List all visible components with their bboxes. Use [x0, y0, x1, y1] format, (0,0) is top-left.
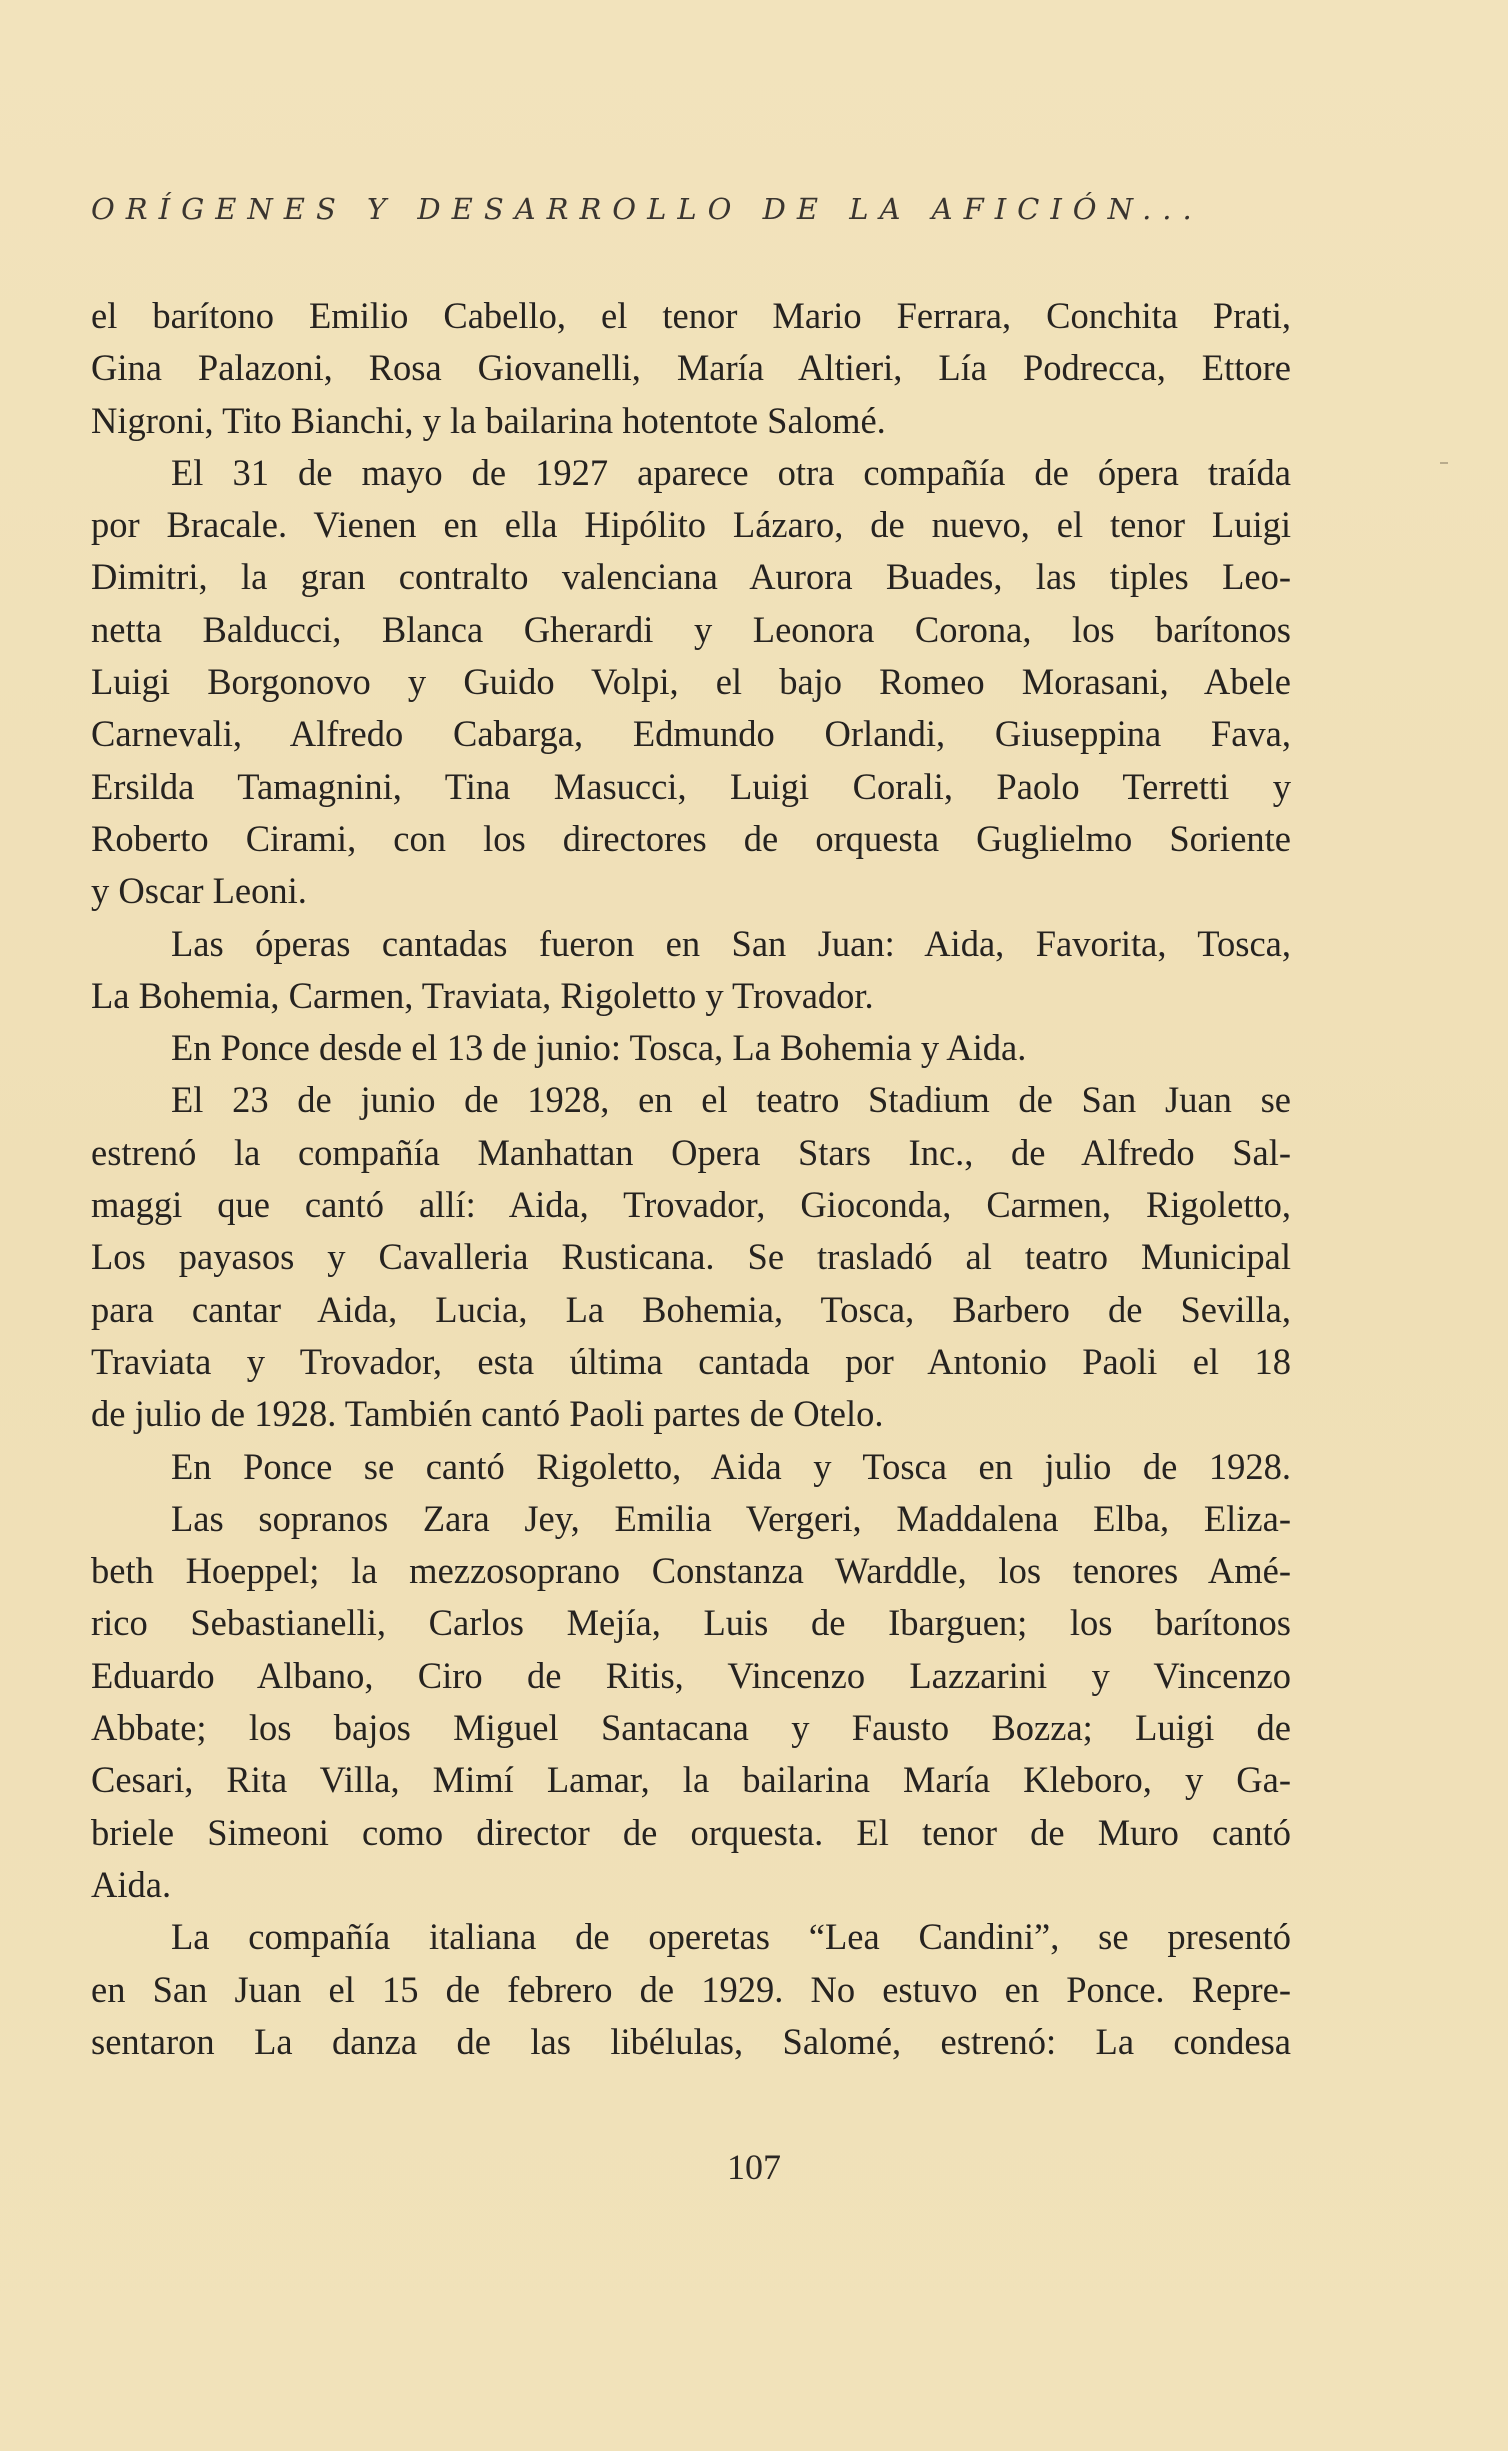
text-line: Nigroni, Tito Bianchi, y la bailarina hotentote Salomé. — [91, 399, 886, 441]
text-line: sentaron La danza de las libélulas, Salomé, estrenó: La condesa — [91, 2020, 1291, 2062]
text-line: Los payasos y Cavalleria Rusticana. Se trasladó al teatro Municipal — [91, 1236, 1291, 1278]
text-line: Aida. — [91, 1863, 172, 1905]
text-line: maggi que cantó allí: Aida, Trovador, Gioconda, Carmen, Rigoletto, — [91, 1184, 1291, 1226]
text-line: para cantar Aida, Lucia, La Bohemia, Tosca, Barbero de Sevilla, — [91, 1288, 1291, 1330]
text-line: El 23 de junio de 1928, en el teatro Stadium de San Juan se — [171, 1079, 1291, 1121]
text-line: briele Simeoni como director de orquesta. El tenor de Muro cantó — [91, 1811, 1291, 1853]
margin-mark — [1440, 462, 1448, 464]
text-line: Abbate; los bajos Miguel Santacana y Fausto Bozza; Luigi de — [91, 1707, 1291, 1749]
text-line: Gina Palazoni, Rosa Giovanelli, María Altieri, Lía Podrecca, Ettore — [91, 347, 1291, 389]
text-line: netta Balducci, Blanca Gherardi y Leonora Corona, los barítonos — [91, 608, 1291, 650]
text-line: Dimitri, la gran contralto valenciana Aurora Buades, las tiples Leo- — [91, 556, 1291, 598]
text-line: de julio de 1928. También cantó Paoli partes de Otelo. — [91, 1393, 884, 1435]
text-line: Roberto Cirami, con los directores de orquesta Guglielmo Soriente — [91, 817, 1291, 859]
text-line: Carnevali, Alfredo Cabarga, Edmundo Orlandi, Giuseppina Fava, — [91, 713, 1291, 755]
page-number: 107 — [727, 2147, 781, 2187]
text-line: En Ponce desde el 13 de junio: Tosca, La Bohemia y Aida. — [171, 1027, 1027, 1069]
text-line: Eduardo Albano, Ciro de Ritis, Vincenzo Lazzarini y Vincenzo — [91, 1654, 1291, 1696]
text-line: beth Hoeppel; la mezzosoprano Constanza Warddle, los tenores Amé- — [91, 1550, 1291, 1592]
text-line: en San Juan el 15 de febrero de 1929. No estuvo en Ponce. Repre- — [91, 1968, 1291, 2010]
text-line: y Oscar Leoni. — [91, 870, 307, 912]
text-line: Las óperas cantadas fueron en San Juan: Aida, Favorita, Tosca, — [171, 922, 1291, 964]
text-line: Las sopranos Zara Jey, Emilia Vergeri, Maddalena Elba, Eliza- — [171, 1497, 1291, 1539]
text-line: En Ponce se cantó Rigoletto, Aida y Tosca en julio de 1928. — [171, 1445, 1291, 1487]
text-line: La compañía italiana de operetas “Lea Candini”, se presentó — [171, 1916, 1291, 1958]
text-line: La Bohemia, Carmen, Traviata, Rigoletto y Trovador. — [91, 974, 874, 1016]
text-line: rico Sebastianelli, Carlos Mejía, Luis de Ibarguen; los barítonos — [91, 1602, 1291, 1644]
text-line: el barítono Emilio Cabello, el tenor Mario Ferrara, Conchita Prati, — [91, 295, 1291, 336]
text-line: Cesari, Rita Villa, Mimí Lamar, la bailarina María Kleboro, y Ga- — [91, 1759, 1291, 1801]
text-line: por Bracale. Vienen en ella Hipólito Lázaro, de nuevo, el tenor Luigi — [91, 504, 1291, 546]
text-line: estrenó la compañía Manhattan Opera Stars Inc., de Alfredo Sal- — [91, 1131, 1291, 1173]
text-line: Traviata y Trovador, esta última cantada por Antonio Paoli el 18 — [91, 1340, 1291, 1382]
text-line: Luigi Borgonovo y Guido Volpi, el bajo Romeo Morasani, Abele — [91, 661, 1291, 703]
running-header: ORÍGENES Y DESARROLLO DE LA AFICIÓN... — [91, 192, 1203, 226]
text-line: El 31 de mayo de 1927 aparece otra compañía de ópera traída — [171, 451, 1291, 493]
body-text — [91, 290, 1291, 2068]
text-line: Ersilda Tamagnini, Tina Masucci, Luigi Corali, Paolo Terretti y — [91, 765, 1291, 807]
